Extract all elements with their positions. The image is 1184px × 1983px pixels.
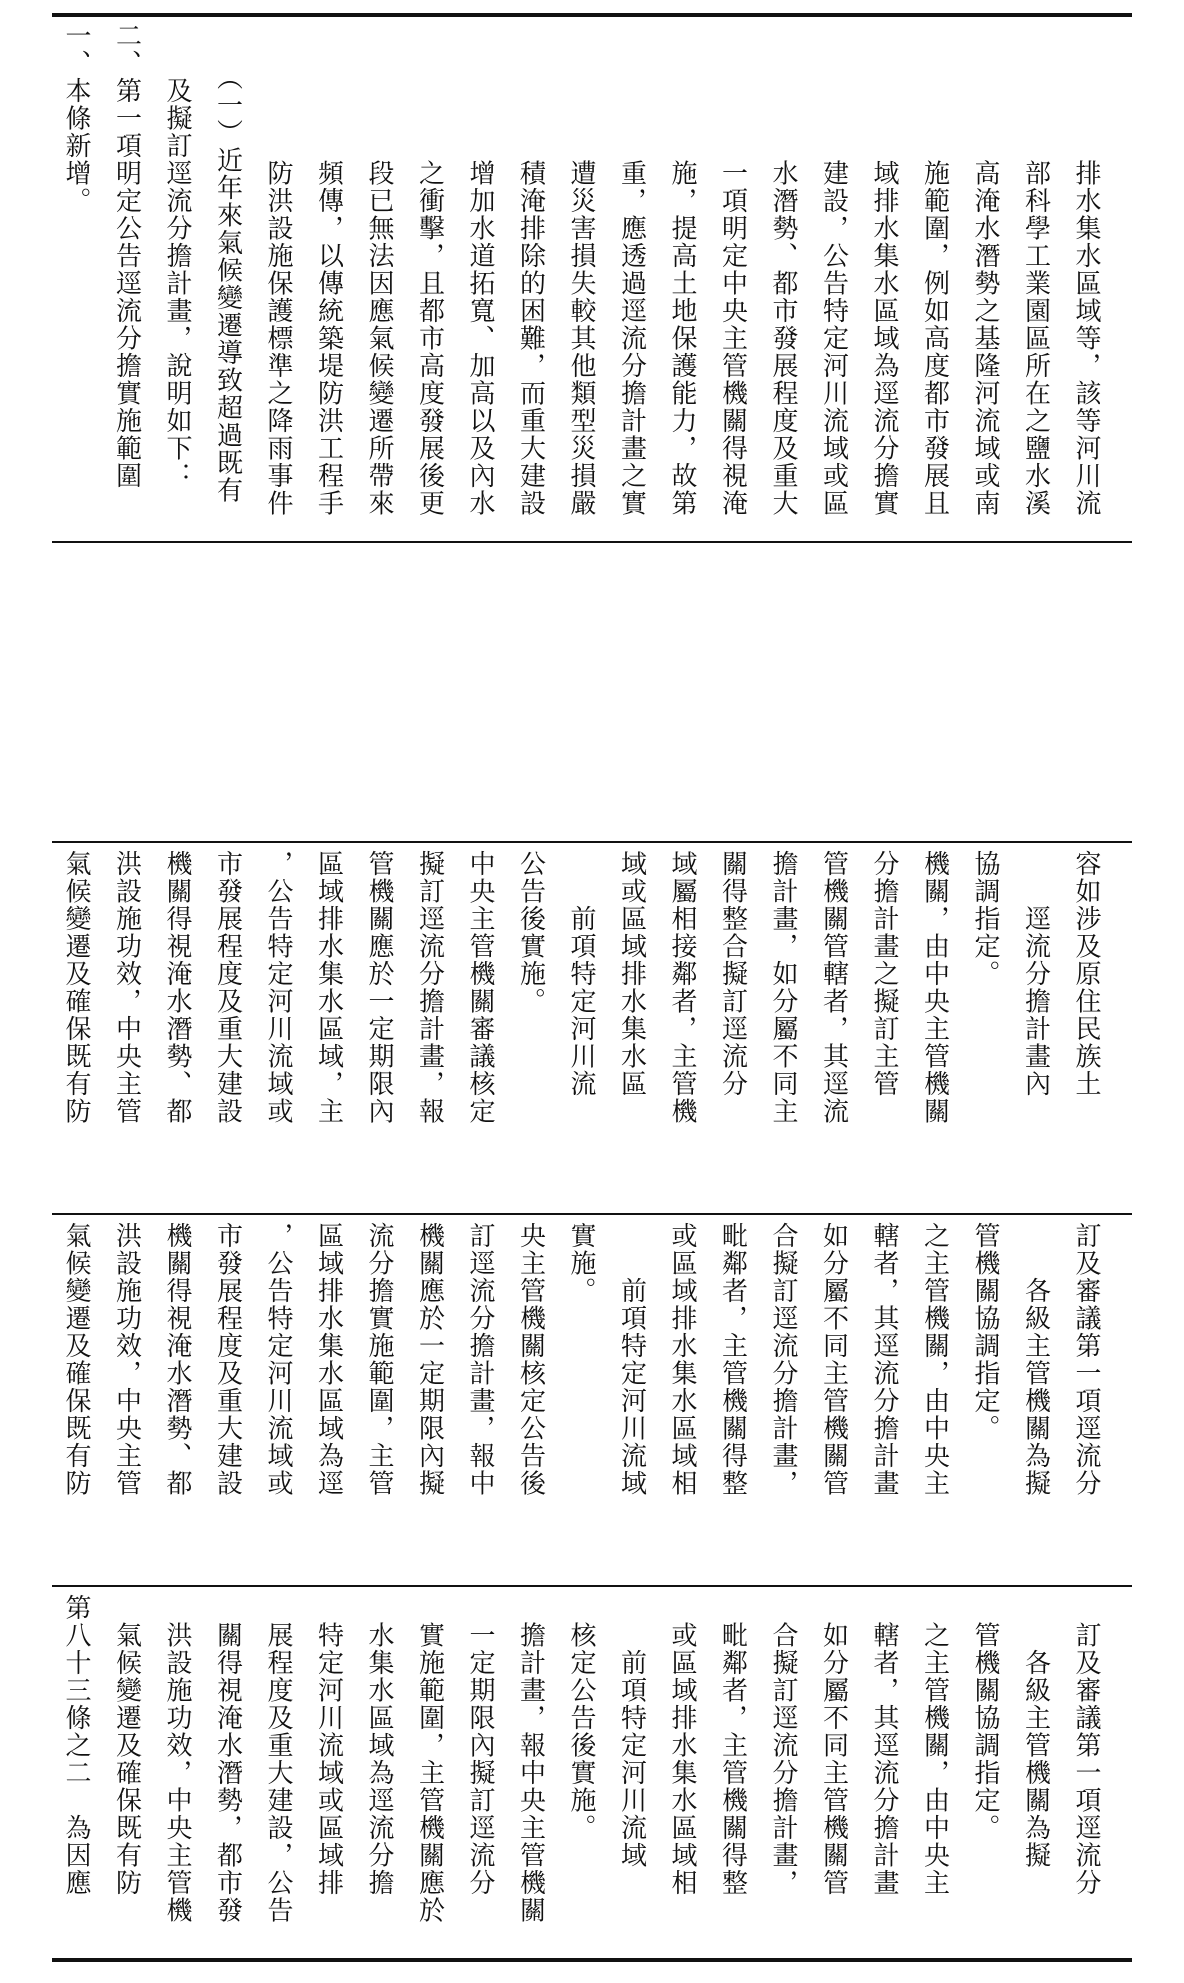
text-line: 擔計畫，報中央主管機關 bbox=[515, 1594, 546, 1924]
text-line: ，公告特定河川流域或 bbox=[263, 1222, 293, 1497]
text-line: 展程度及重大建設，公告 bbox=[263, 1594, 293, 1924]
text-line: 協調指定。 bbox=[970, 850, 1000, 988]
text-line: 或區域排水集水區域相 bbox=[667, 1594, 697, 1897]
text-line: 如分屬不同主管機關管 bbox=[818, 1594, 849, 1897]
text-line: （一）近年來氣候變遷導致超過既有 bbox=[212, 22, 243, 504]
text-line: 域排水集水區域為逕流分擔實 bbox=[869, 22, 899, 517]
text-line: 建設，公告特定河川流域或區 bbox=[818, 22, 849, 517]
text-line: 分擔計畫之擬訂主管 bbox=[869, 850, 899, 1098]
text-line: 氣候變遷及確保既有防 bbox=[61, 850, 91, 1125]
text-line: 中央主管機關審議核定 bbox=[465, 850, 495, 1125]
column-2-lines bbox=[58, 1222, 1128, 1582]
text-line: 前項特定河川流域 bbox=[616, 1222, 647, 1497]
text-line: 合擬訂逕流分擔計畫， bbox=[768, 1594, 798, 1897]
column-3-lines bbox=[58, 850, 1128, 1210]
text-line: 部科學工業園區所在之鹽水溪 bbox=[1020, 22, 1051, 517]
text-line: 氣候變遷及確保既有防 bbox=[111, 1594, 142, 1897]
text-line: 高淹水潛勢之基隆河流域或南 bbox=[970, 22, 1000, 517]
text-line: 流分擔實施範圍，主管 bbox=[364, 1222, 394, 1497]
text-line: 域或區域排水集水區 bbox=[616, 850, 647, 1098]
text-line: 關得視淹水潛勢，都市發 bbox=[212, 1594, 243, 1924]
text-line: 管機關協調指定。 bbox=[970, 1222, 1000, 1442]
text-line: 水潛勢、都市發展程度及重大 bbox=[768, 22, 798, 517]
text-line: 機關應於一定期限內擬 bbox=[414, 1222, 445, 1497]
text-line: 機關得視淹水潛勢、都 bbox=[162, 1222, 192, 1497]
text-line: 施範圍，例如高度都市發展且 bbox=[919, 22, 950, 517]
text-line: 機關，由中央主管機關 bbox=[919, 850, 950, 1125]
text-line: 之主管機關，由中央主 bbox=[919, 1222, 950, 1497]
text-line: 毗鄰者，主管機關得整 bbox=[717, 1594, 748, 1897]
text-line: 實施範圍，主管機關應於 bbox=[414, 1594, 445, 1924]
text-line: 管機關應於一定期限內 bbox=[364, 850, 394, 1125]
text-line: 市發展程度及重大建設 bbox=[212, 850, 243, 1125]
text-line: 市發展程度及重大建設 bbox=[212, 1222, 243, 1497]
top-border bbox=[52, 13, 1132, 17]
text-line: 之主管機關，由中央主 bbox=[919, 1594, 950, 1897]
column-3-section bbox=[58, 850, 1128, 1210]
text-line: 毗鄰者，主管機關得整 bbox=[717, 1222, 748, 1497]
text-line: 關得整合擬訂逕流分 bbox=[717, 850, 748, 1098]
text-line: 實施。 bbox=[566, 1222, 596, 1305]
column-1-section bbox=[58, 1594, 1128, 1954]
text-line: 機關得視淹水潛勢、都 bbox=[162, 850, 192, 1125]
text-line: 前項特定河川流域 bbox=[616, 1594, 647, 1869]
text-line: 水集水區域為逕流分擔 bbox=[364, 1594, 394, 1897]
text-line: 轄者，其逕流分擔計畫 bbox=[869, 1594, 899, 1897]
text-line: 二、第一項明定公告逕流分擔實施範圍 bbox=[111, 22, 142, 490]
text-line: 訂及審議第一項逕流分 bbox=[1071, 1594, 1101, 1897]
text-line: 段已無法因應氣候變遷所帶來 bbox=[364, 22, 394, 517]
text-line: 訂及審議第一項逕流分 bbox=[1071, 1222, 1101, 1497]
text-line: 一、本條新增。 bbox=[61, 22, 91, 215]
section-divider-1 bbox=[52, 541, 1132, 543]
text-line: 之衝擊，且都市高度發展後更 bbox=[414, 22, 445, 517]
text-line: 公告後實施。 bbox=[515, 850, 546, 1015]
text-line: 容如涉及原住民族土 bbox=[1071, 850, 1101, 1098]
text-line: 域屬相接鄰者，主管機 bbox=[667, 850, 697, 1125]
column-1-lines bbox=[58, 1594, 1128, 1954]
text-line: 施，提高土地保護能力，故第 bbox=[667, 22, 697, 517]
text-line: ，公告特定河川流域或 bbox=[263, 850, 293, 1125]
text-line: 及擬訂逕流分擔計畫，說明如下： bbox=[162, 22, 192, 490]
text-line: 一定期限內擬訂逕流分 bbox=[465, 1594, 495, 1897]
explanation-lines bbox=[58, 22, 1128, 538]
text-line: 合擬訂逕流分擔計畫， bbox=[768, 1222, 798, 1497]
text-line: 氣候變遷及確保既有防 bbox=[61, 1222, 91, 1497]
column-2-section bbox=[58, 1222, 1128, 1582]
text-line: 央主管機關核定公告後 bbox=[515, 1222, 546, 1497]
text-line: 逕流分擔計畫內 bbox=[1020, 850, 1051, 1098]
text-line: 區域排水集水區域為逕 bbox=[313, 1222, 344, 1497]
text-line: 防洪設施保護標準之降雨事件 bbox=[263, 22, 293, 517]
section-divider-4 bbox=[52, 1585, 1132, 1587]
bottom-border bbox=[52, 1958, 1132, 1962]
text-line: 特定河川流域或區域排 bbox=[313, 1594, 344, 1897]
section-divider-2 bbox=[52, 841, 1132, 843]
text-line: 第八十三條之二 為因應 bbox=[61, 1594, 91, 1897]
text-line: 一項明定中央主管機關得視淹 bbox=[717, 22, 748, 517]
text-line: 擬訂逕流分擔計畫，報 bbox=[414, 850, 445, 1125]
text-line: 增加水道拓寬、加高以及內水 bbox=[465, 22, 495, 517]
text-line: 訂逕流分擔計畫，報中 bbox=[465, 1222, 495, 1497]
text-line: 區域排水集水區域，主 bbox=[313, 850, 344, 1125]
text-line: 洪設施功效，中央主管 bbox=[111, 1222, 142, 1497]
section-divider-3 bbox=[52, 1213, 1132, 1215]
text-line: 各級主管機關為擬 bbox=[1020, 1594, 1051, 1869]
text-line: 管機關管轄者，其逕流 bbox=[818, 850, 849, 1125]
text-line: 核定公告後實施。 bbox=[566, 1594, 596, 1842]
text-line: 管機關協調指定。 bbox=[970, 1594, 1000, 1842]
text-line: 轄者，其逕流分擔計畫 bbox=[869, 1222, 899, 1497]
text-line: 重，應透過逕流分擔計畫之實 bbox=[616, 22, 647, 517]
text-line: 遭災害損失較其他類型災損嚴 bbox=[566, 22, 596, 517]
text-line: 積淹排除的困難，而重大建設 bbox=[515, 22, 546, 517]
text-line: 或區域排水集水區域相 bbox=[667, 1222, 697, 1497]
text-line: 擔計畫，如分屬不同主 bbox=[768, 850, 798, 1125]
text-line: 洪設施功效，中央主管 bbox=[111, 850, 142, 1125]
text-line: 頻傳，以傳統築堤防洪工程手 bbox=[313, 22, 344, 517]
text-line: 如分屬不同主管機關管 bbox=[818, 1222, 849, 1497]
text-line: 排水集水區域等，該等河川流 bbox=[1071, 22, 1101, 517]
explanation-section bbox=[58, 22, 1128, 538]
text-line: 洪設施功效，中央主管機 bbox=[162, 1594, 192, 1924]
text-line: 各級主管機關為擬 bbox=[1020, 1222, 1051, 1497]
text-line: 前項特定河川流 bbox=[566, 850, 596, 1098]
